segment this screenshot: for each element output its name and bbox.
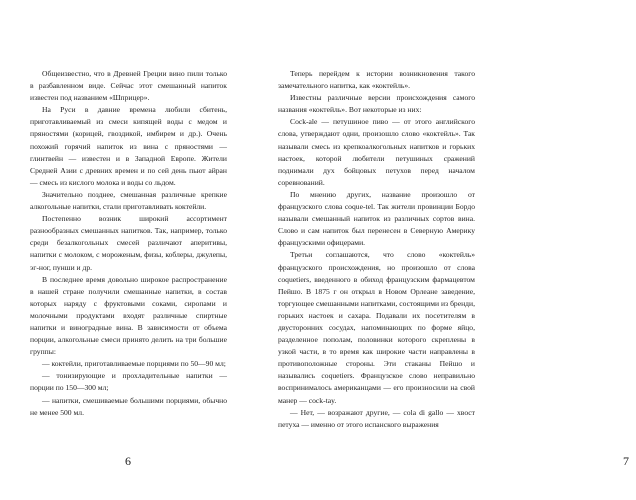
list-item: — коктейли, приготавливаемые порциями по 50—90 мл; xyxy=(42,359,226,369)
paragraph: Значительно позднее, смешанная различные крепкие алкогольные напитки, стали приготавливать коктейли. xyxy=(30,189,227,212)
right-page-text xyxy=(278,68,475,431)
paragraph: Постепенно возник широкий ассортимент разнообразных смешанных напитков. Так, например, только среди безалкогольных смесей различают аперитивы, напитки с молоком, с мороженым, физы, коблеры, джулепы, эг-ног, пунши и др. xyxy=(30,214,227,272)
paragraph: — Нет, — возражают другие, — cola di gallo — хвост петуха — именно от этого испанского выражения xyxy=(278,407,475,429)
paragraph: По мнению других, название произошло от французского слова coque-tel. Так жители провинции Бордо называли смешанный напиток из различных сортов вина. Слово и сам напиток был перенесен в Северную Америку французскими офицерами. xyxy=(278,189,475,248)
page-number: 7 xyxy=(623,454,629,468)
paragraph: Третьи соглашаются, что слово «коктейль» французского происхождения, но произошло от слова coquetiers, введенного в обиход французским фармацевтом Пейшо. В 1875 г он открыл в Новом Орлеане заведение, торгующее смешанными напитками, состоящими из бренди, горьких настоек и сахара. Подавали их посетителям в двусторонних сосудах, напоминающих по форме яйцо, разделенное пополам, половинки которого скреплены в узкой части, в то время как широкие части направлены в противоположные стороны. Эти стаканы Пейшо и назывались coquetiers. Французское слово неправильно воспринималось американцами — его произносили на свой манер — cock-tay. xyxy=(278,250,475,405)
paragraph: Cock-ale — петушиное пиво — от этого английского слова, утверждают одни, произошло слово «коктейль». Так называли смесь из крепкоалкогольных напитков и горьких настоек, которой любители петушиных сражений поднимали дух бойцовых петухов перед началом соревнований. xyxy=(278,117,475,187)
paragraph: Известны различные версии происхождения самого названия «коктейль». Вот некоторые из них: xyxy=(278,93,475,115)
page-number: 6 xyxy=(125,454,131,468)
paragraph: В последнее время довольно широкое распространение в нашей стране получили смешанные напитки, в состав которых наряду с фруктовыми соками, сиропами и молочными продуктами входят различные спиртные напитки и виноградные вина. В зависимости от объема порции, алкогольные смеси принято делить на три большие группы: xyxy=(30,274,227,357)
left-page xyxy=(0,0,250,500)
left-page-text xyxy=(30,68,227,419)
list-item: — напитки, смешиваемые большими порциями, обычно не менее 500 мл. xyxy=(30,395,227,417)
paragraph: Общеизвестно, что в Древней Греции вино пили только в разбавленном виде. Сейчас этот смешанный напиток известен под названием «Шприцер». xyxy=(30,69,227,103)
paragraph: На Руси в давние времена любили сбитень, приготавливаемый из смеси кипящей воды с медом и пряностями (корицей, гвоздикой, имбирем и др.). Очень похожий горячий напиток из вина с пряностями — глинтвейн — известен и в Западной Европе. Жители Средней Азии с древних времен и по сей день пьют айран — смесь из кислого молока и воды со льдом. xyxy=(30,105,227,187)
paragraph: Теперь перейдем к истории возникновения такого замечательного напитка, как «коктейль». xyxy=(278,69,475,91)
list-item: — тонизирующие и прохладительные напитки — порции по 150—300 мл; xyxy=(30,371,227,393)
